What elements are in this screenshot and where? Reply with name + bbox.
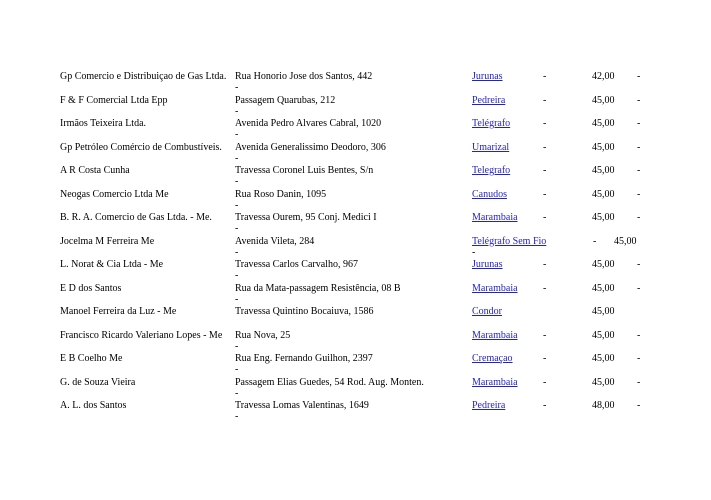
table-row — [0, 283, 711, 306]
price: 48,00 — [592, 400, 615, 411]
company-name: L. Norat & Cia Ltda - Me — [60, 259, 164, 270]
company-name: F & F Comercial Ltda Epp — [60, 94, 168, 106]
company-name: A. L. dos Santos — [60, 400, 127, 411]
price-dash: - — [543, 329, 547, 341]
table-row — [0, 236, 711, 259]
neighborhood-link[interactable]: Jurunas — [472, 259, 503, 270]
table-row — [0, 118, 711, 141]
trailing-dash: - — [637, 141, 641, 153]
neighborhood-link[interactable]: Marambaia — [472, 282, 518, 294]
company-name: E D dos Santos — [60, 282, 122, 294]
neighborhood-dash: - — [472, 246, 476, 258]
price: 45,00 — [592, 353, 615, 364]
company-name: Manoel Ferreira da Luz - Me — [60, 306, 177, 317]
price-dash: - — [543, 118, 547, 129]
neighborhood-link[interactable]: Pedreira — [472, 94, 506, 106]
company-name: G. de Souza Vieira — [60, 376, 136, 388]
address: Travessa Carlos Carvalho, 967 — [235, 259, 358, 270]
company-name: Francisco Ricardo Valeriano Lopes - Me — [60, 329, 223, 341]
table-row — [0, 212, 711, 235]
price-dash: - — [543, 94, 547, 106]
address: Passagem Quarubas, 212 — [235, 94, 336, 106]
address-dash: - — [235, 129, 239, 140]
table-row — [0, 377, 711, 400]
trailing-dash: - — [637, 329, 641, 341]
neighborhood-link[interactable]: Marambaia — [472, 376, 518, 388]
address-dash: - — [235, 82, 239, 93]
price: 42,00 — [592, 71, 615, 82]
price-dash: - — [543, 188, 547, 200]
address: Avenida Vileta, 284 — [235, 235, 315, 247]
address: Travessa Ourem, 95 Conj. Medici I — [235, 212, 377, 223]
address: Avenida Generalissimo Deodoro, 306 — [235, 141, 386, 153]
trailing-dash: - — [637, 188, 641, 200]
address-dash: - — [235, 293, 239, 305]
neighborhood-link[interactable]: Condor — [472, 306, 502, 317]
price: 45,00 — [592, 118, 615, 129]
address-dash: - — [235, 199, 239, 211]
neighborhood-link[interactable]: Umarizal — [472, 141, 510, 153]
trailing-dash: - — [637, 400, 641, 411]
trailing-dash: - — [637, 71, 641, 82]
table-row — [0, 259, 711, 282]
price-dash: - — [543, 259, 547, 270]
price: 45,00 — [592, 329, 615, 341]
company-name: Gp Petróleo Comércio de Combustíveis. — [60, 141, 222, 153]
neighborhood-link[interactable]: Canudos — [472, 188, 507, 200]
trailing-dash: - — [637, 282, 641, 294]
address: Travessa Coronel Luis Bentes, S/n — [235, 165, 374, 176]
table-row — [0, 95, 711, 118]
neighborhood-link[interactable]: Telegrafo — [472, 165, 511, 176]
price: 45,00 — [592, 165, 615, 176]
trailing-dash: - — [637, 165, 641, 176]
price: 45,00 — [614, 235, 637, 247]
neighborhood-link[interactable]: Marambaia — [472, 212, 518, 223]
neighborhood-link[interactable]: Telégrafo — [472, 118, 511, 129]
address: Rua Eng. Fernando Guilhon, 2397 — [235, 353, 373, 364]
trailing-dash: - — [637, 118, 641, 129]
price-dash: - — [543, 212, 547, 223]
address: Rua da Mata-passagem Resistência, 08 B — [235, 282, 401, 294]
address: Rua Nova, 25 — [235, 329, 291, 341]
company-name: B. R. A. Comercio de Gas Ltda. - Me. — [60, 212, 212, 223]
neighborhood-link[interactable]: Pedreira — [472, 400, 506, 411]
address-dash: - — [235, 105, 239, 117]
company-name: Irmãos Teixeira Ltda. — [60, 118, 147, 129]
price-dash: - — [543, 165, 547, 176]
address-dash: - — [235, 176, 239, 187]
price: 45,00 — [592, 376, 615, 388]
address-dash: - — [235, 411, 239, 422]
price-dash: - — [543, 400, 547, 411]
price: 45,00 — [592, 259, 615, 270]
neighborhood-link[interactable]: Marambaia — [472, 329, 518, 341]
neighborhood-link[interactable]: Telégrafo Sem Fio — [472, 235, 547, 247]
neighborhood-link[interactable]: Cremaçao — [472, 353, 513, 364]
address: Rua Honorio Jose dos Santos, 442 — [235, 71, 373, 82]
company-name: Jocelma M Ferreira Me — [60, 235, 155, 247]
price-dash: - — [593, 235, 597, 247]
address-dash: - — [235, 364, 239, 375]
trailing-dash: - — [637, 94, 641, 106]
price: 45,00 — [592, 306, 615, 317]
price-dash: - — [543, 282, 547, 294]
address: Travessa Lomas Valentinas, 1649 — [235, 400, 369, 411]
table-row — [0, 71, 711, 94]
trailing-dash: - — [637, 353, 641, 364]
trailing-dash: - — [637, 376, 641, 388]
address-dash: - — [235, 223, 239, 234]
table-row — [0, 353, 711, 376]
address: Avenida Pedro Alvares Cabral, 1020 — [235, 118, 382, 129]
company-name: Neogas Comercio Ltda Me — [60, 188, 169, 200]
company-name: Gp Comercio e Distribuiçao de Gas Ltda. — [60, 71, 227, 82]
address-dash: - — [235, 152, 239, 164]
price-dash: - — [543, 353, 547, 364]
address-dash: - — [235, 270, 239, 281]
table-row — [0, 189, 711, 212]
price: 45,00 — [592, 188, 615, 200]
price: 45,00 — [592, 282, 615, 294]
table-row — [0, 142, 711, 165]
table-row — [0, 165, 711, 188]
price: 45,00 — [592, 94, 615, 106]
company-name: A R Costa Cunha — [60, 165, 130, 176]
address: Passagem Elias Guedes, 54 Rod. Aug. Monten. — [235, 376, 424, 388]
price-dash: - — [543, 141, 547, 153]
address-dash: - — [235, 340, 239, 352]
address-dash: - — [235, 387, 239, 399]
address-dash: - — [235, 246, 239, 258]
table-row — [0, 400, 711, 423]
address: Travessa Quintino Bocaiuva, 1586 — [235, 306, 374, 317]
price: 45,00 — [592, 141, 615, 153]
price-dash: - — [543, 376, 547, 388]
table-row — [0, 306, 711, 329]
address: Rua Roso Danin, 1095 — [235, 188, 327, 200]
trailing-dash: - — [637, 212, 641, 223]
table-row — [0, 330, 711, 353]
trailing-dash: - — [637, 259, 641, 270]
price-dash: - — [543, 71, 547, 82]
price: 45,00 — [592, 212, 615, 223]
neighborhood-link[interactable]: Jurunas — [472, 71, 503, 82]
company-name: E B Coelho Me — [60, 353, 123, 364]
